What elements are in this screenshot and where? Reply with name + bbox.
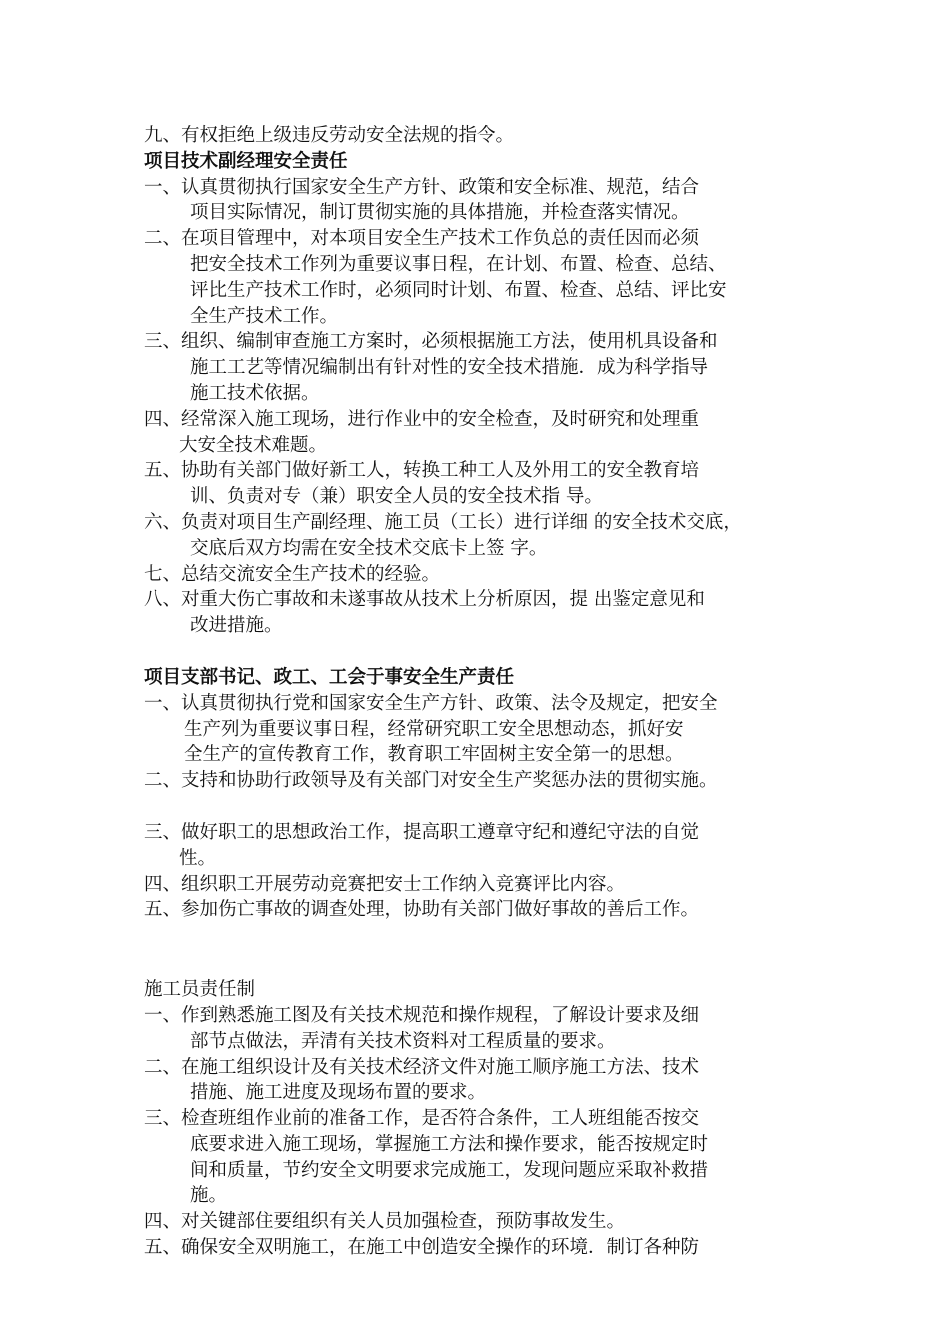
list-item — [144, 1235, 834, 1261]
list-item-text: 五、参加伤亡事故的调查处理，协助有关部门做好事故的善后工作。 — [144, 899, 700, 921]
list-item — [144, 587, 834, 639]
intro-line: 九、有权拒绝上级违反劳动安全法规的指令。 — [144, 125, 515, 146]
list-item-continuation: 全生产技术工作。 — [190, 305, 339, 327]
list-item-text: 三、检查班组作业前的准备工作，是否符合条件，工人班组能否按交 — [144, 1108, 700, 1130]
list-item-text: 三、做好职工的思想政治工作，提高职工遵章守纪和遵纪守法的自觉 — [144, 821, 700, 843]
section-title-party-secretary: 项目支部书记、政工、工会于事安全生产责任 — [144, 666, 515, 688]
list-item-continuation: 生产列为重要议事日程，经常研究职工安全思想动态，抓好安 — [184, 718, 684, 740]
list-item — [144, 407, 834, 459]
list-item-continuation: 部节点做法，弄清有关技术资料对工程质量的要求。 — [190, 1030, 616, 1052]
list-item-text: 二、在施工组织设计及有关技术经济文件对施工顺序施工方法、技术 — [144, 1056, 700, 1078]
list-item-continuation: 施工工艺等情况编制出有针对性的安全技术措施．成为科学指导 — [190, 357, 709, 379]
list-item — [144, 691, 834, 768]
list-item-continuation: 底要求进入施工现场，掌握施工方法和操作要求，能否按规定时 — [190, 1133, 709, 1155]
list-item — [144, 872, 834, 898]
list-item-continuation: 性。 — [179, 847, 217, 869]
list-item-continuation: 全生产的宣传教育工作，教育职工牢固树主安全第一的思想。 — [184, 744, 684, 766]
list-item — [144, 329, 834, 406]
list-item — [144, 1106, 834, 1209]
list-item — [144, 1055, 834, 1107]
document-body — [144, 123, 834, 1261]
list-item-text: 五、确保安全双明施工，在施工中创造安全操作的环境．制订各种防 — [144, 1237, 700, 1259]
spacer — [144, 923, 834, 977]
list-item-text: 一、作到熟悉施工图及有关技术规范和操作规程，了解设计要求及细 — [144, 1004, 700, 1026]
list-item-text: 八、对重大伤亡事故和未遂事故从技术上分析原因，提 出鉴定意见和 — [144, 589, 705, 611]
list-item — [144, 458, 834, 510]
list-item-text: 四、经常深入施工现场，进行作业中的安全检查，及时研究和处理重 — [144, 408, 700, 430]
list-item-text: 三、组织、编制审查施工方案时，必须根据施工方法，使用机具设备和 — [144, 331, 718, 353]
list-item — [144, 897, 834, 923]
list-item — [144, 1003, 834, 1055]
section-title-technical-deputy-manager: 项目技术副经理安全责任 — [144, 150, 348, 172]
list-item — [144, 768, 834, 794]
list-item-continuation: 施。 — [190, 1185, 228, 1207]
list-item — [144, 562, 834, 588]
list-item-continuation: 施工技术依据。 — [190, 382, 320, 404]
list-item-continuation: 评比生产技术工作时，必须同时计划、布置、检查、总结、评比安 — [190, 279, 727, 301]
list-item — [144, 820, 834, 872]
list-item-text: 一、认真贯彻执行国家安全生产方针、政策和安全标准、规范，结合 — [144, 176, 700, 198]
list-item-continuation: 大安全技术难题。 — [179, 434, 328, 456]
list-item — [144, 510, 834, 562]
spacer — [144, 794, 834, 820]
list-item-text: 六、负责对项目生产副经理、施工员（工长）进行详细 的安全技术交底， — [144, 511, 742, 533]
list-item-continuation: 改进措施。 — [190, 615, 283, 637]
list-item-text: 七、总结交流安全生产技术的经验。 — [144, 563, 441, 585]
list-item-text: 二、支持和协助行政领导及有关部门对安全生产奖惩办法的贯彻实施。 — [144, 770, 718, 792]
list-item-text: 四、组织职工开展劳动竞赛把安士工作纳入竞赛评比内容。 — [144, 873, 626, 895]
list-item-continuation: 把安全技术工作列为重要议事日程，在计划、布置、检查、总结、 — [190, 253, 727, 275]
list-item-text: 五、协助有关部门做好新工人，转换工种工人及外用工的安全教育培 — [144, 460, 700, 482]
list-item-text: 一、认真贯彻执行党和国家安全生产方针、政策、法令及规定，把安全 — [144, 692, 718, 714]
list-item-continuation: 交底后双方均需在安全技术交底卡上签 字。 — [190, 537, 548, 559]
list-item-continuation: 训、负责对专（兼）职安全人员的安全技术指 导。 — [190, 486, 603, 508]
list-item-continuation: 措施、施工进度及现场布置的要求。 — [190, 1082, 487, 1104]
list-item — [144, 175, 834, 227]
list-item — [144, 226, 834, 329]
list-item-text: 二、在项目管理中，对本项目安全生产技术工作负总的责任因而必须 — [144, 228, 700, 250]
list-item-continuation: 间和质量，节约安全文明要求完成施工，发现问题应采取补救措 — [190, 1159, 709, 1181]
list-item — [144, 1209, 834, 1235]
list-item-continuation: 项目实际情况，制订贯彻实施的具体措施，并检查落实情况。 — [190, 202, 690, 224]
spacer — [144, 639, 834, 665]
section-title-construction-worker: 施工员责任制 — [144, 979, 256, 1001]
list-item-text: 四、对关键部住要组织有关人员加强检查，预防事故发生。 — [144, 1211, 626, 1233]
